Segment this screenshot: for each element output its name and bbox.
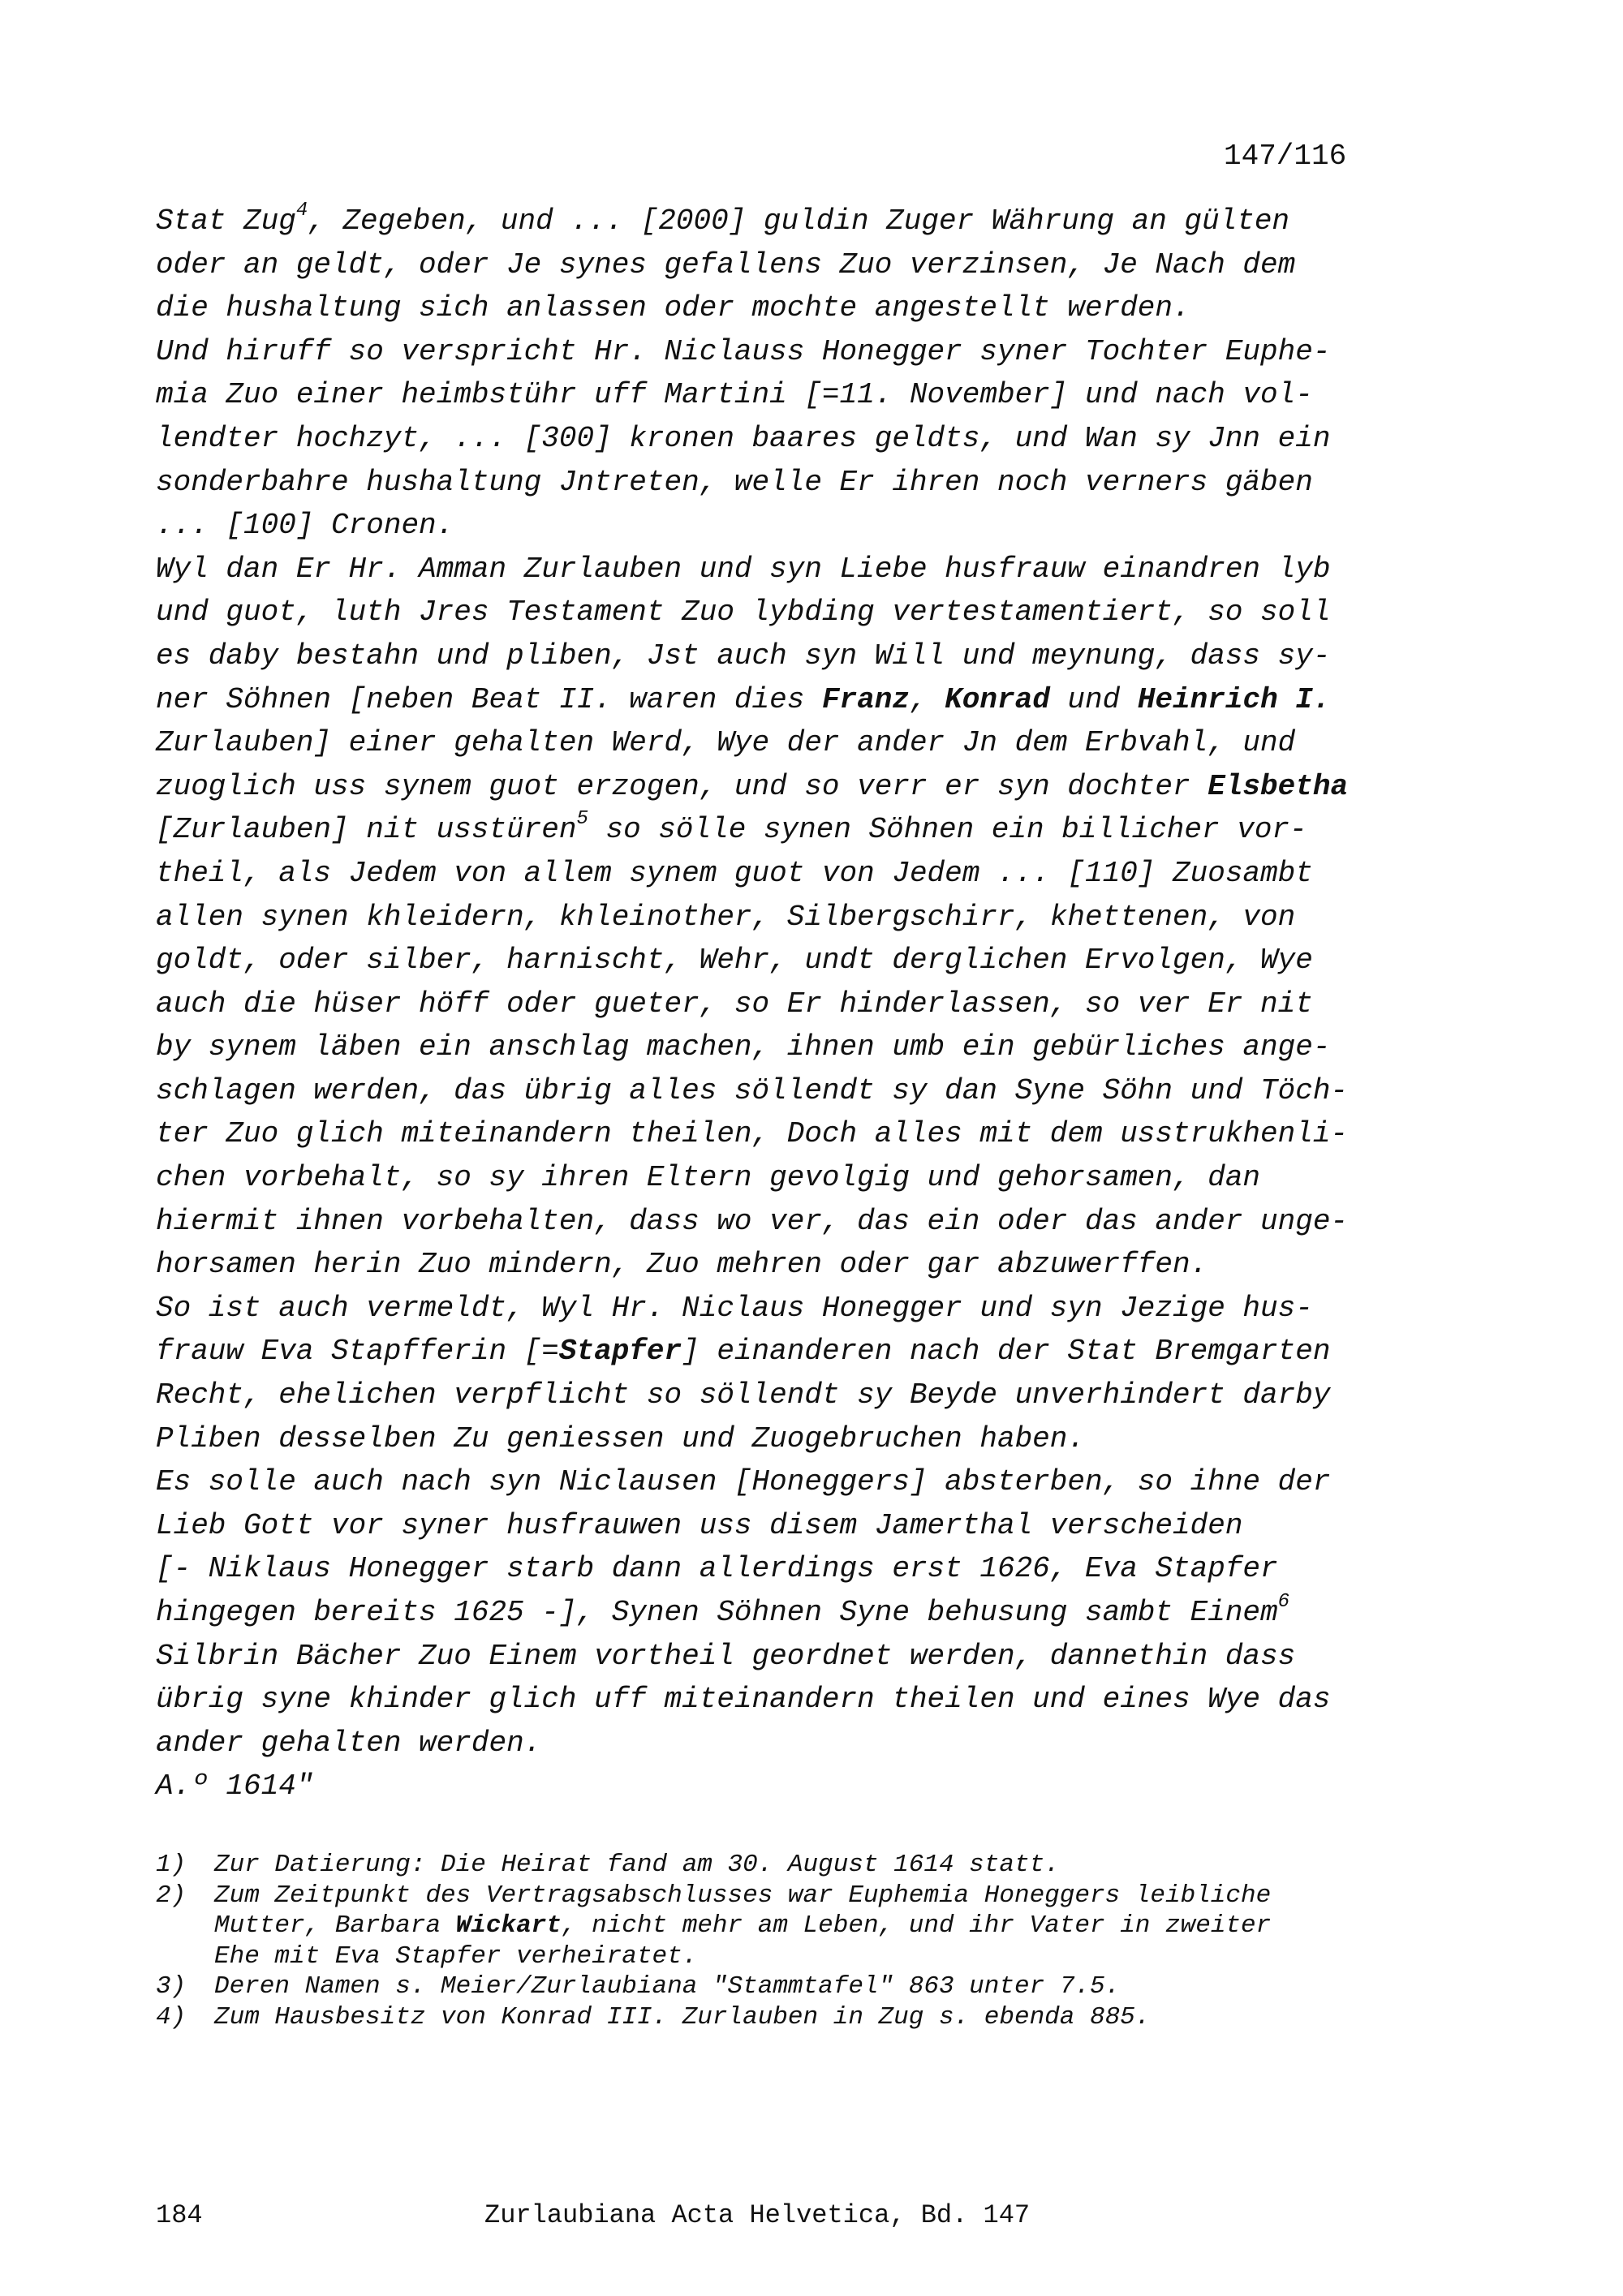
- text-run: lendter hochzyt, ... [300] kronen baares geldts, und Wan sy Jnn ein: [156, 421, 1331, 455]
- text-run: , nicht mehr am Leben, und ihr Vater in zweiter: [561, 1911, 1272, 1940]
- text-run: Deren Namen s. Meier/Zurlaubiana "Stammtafel" 863 unter 7.5.: [214, 1972, 1121, 2001]
- text-line: [156, 373, 1422, 417]
- text-line: [156, 1112, 1422, 1156]
- text-run: , Zegeben, und ... [2000] guldin Zuger Währung an gülten: [308, 204, 1290, 238]
- text-run: Recht, ehelichen verpflicht so söllendt sy Beyde unverhindert darby: [156, 1378, 1331, 1412]
- footnote: [156, 1971, 1454, 2002]
- text-run: oder an geldt, oder Je synes gefallens Zuo verzinsen, Je Nach dem: [156, 247, 1296, 282]
- text-line: [156, 896, 1422, 939]
- text-line: [156, 200, 1422, 243]
- text-run: und guot, luth Jres Testament Zuo lybding vertestamentiert, so soll: [156, 595, 1331, 630]
- page-number: 147/116: [1224, 140, 1347, 173]
- footer-page-number: 184: [156, 2200, 203, 2230]
- text-line: [156, 1635, 1422, 1679]
- text-run: ... [100] Cronen.: [156, 509, 454, 543]
- text-line: [156, 1547, 1422, 1591]
- text-run: Ehe mit Eva Stapfer verheiratet.: [214, 1941, 698, 1971]
- footnote: [156, 1881, 1454, 1972]
- footnote-number: 3): [156, 1972, 187, 2001]
- text-line: [156, 1330, 1422, 1374]
- text-run: ander gehalten werden.: [156, 1726, 542, 1760]
- footnote-number: 4): [156, 2002, 187, 2032]
- text-run: und: [1049, 682, 1138, 716]
- text-line: [156, 678, 1422, 722]
- footnote-text: [214, 1881, 1454, 1972]
- text-line: [156, 417, 1422, 461]
- text-line: [156, 1243, 1422, 1287]
- text-line: [156, 504, 1422, 548]
- text-run: Wyl dan Er Hr. Amman Zurlauben und syn Liebe husfrauw einandren lyb: [156, 552, 1331, 586]
- text-line: [156, 461, 1422, 505]
- document-body: [156, 200, 1422, 1808]
- footnote-number: 2): [156, 1881, 187, 1910]
- text-run: Lieb Gott vor syner husfrauwen uss disem Jamerthal verscheiden: [156, 1508, 1243, 1542]
- text-line: [156, 1678, 1422, 1722]
- text-line: [156, 548, 1422, 591]
- text-run: Zum Hausbesitz von Konrad III. Zurlauben in Zug s. ebenda 885.: [214, 2002, 1151, 2032]
- text-line: [214, 1881, 1454, 1911]
- text-run: so sölle synen Söhnen ein billicher vor-: [588, 813, 1307, 847]
- text-run: theil, als Jedem von allem synem guot von Jedem ... [110] Zuosambt: [156, 856, 1313, 890]
- text-run: ,: [909, 682, 945, 716]
- text-line: [156, 1025, 1422, 1069]
- text-line: [156, 808, 1422, 852]
- text-run: ner Söhnen [neben Beat II. waren dies: [156, 682, 822, 716]
- text-line: [214, 1971, 1454, 2002]
- footnote-text: [214, 1971, 1454, 2002]
- bold-name: Konrad: [945, 682, 1050, 716]
- footnote-ref: 5: [576, 808, 588, 831]
- text-run: frauw Eva Stapfferin [=: [156, 1335, 559, 1369]
- bold-name: Franz: [821, 682, 910, 716]
- footnote-text: [214, 2002, 1454, 2033]
- text-run: Und hiruff so verspricht Hr. Niclauss Honegger syner Tochter Euphe-: [156, 334, 1331, 368]
- bold-name: Stapfer: [558, 1335, 682, 1369]
- text-line: [156, 721, 1422, 765]
- text-line: [156, 1200, 1422, 1244]
- text-run: by synem läben ein anschlag machen, ihnen umb ein gebürliches ange-: [156, 1030, 1331, 1064]
- text-run: horsamen herin Zuo mindern, Zuo mehren oder gar abzuwerffen.: [156, 1248, 1208, 1282]
- text-run: So ist auch vermeldt, Wyl Hr. Niclaus Honegger und syn Jezige hus-: [156, 1291, 1313, 1325]
- bold-name: Elsbetha: [1208, 769, 1349, 803]
- text-run: es daby bestahn und pliben, Jst auch syn Will und meynung, dass sy-: [156, 638, 1331, 673]
- text-run: auch die hüser höff oder gueter, so Er hinderlassen, so ver Er nit: [156, 987, 1313, 1021]
- text-run: zuoglich uss synem guot erzogen, und so verr er syn dochter: [156, 769, 1208, 803]
- text-run: hingegen bereits 1625 -], Synen Söhnen Syne behusung sambt Einem: [156, 1596, 1278, 1629]
- text-run: Zur Datierung: Die Heirat fand am 30. August 1614 statt.: [214, 1851, 1060, 1879]
- text-run: Silbrin Bächer Zuo Einem vortheil geordnet werden, dannethin dass: [156, 1639, 1296, 1673]
- text-line: [156, 1156, 1422, 1200]
- text-run: ] einanderen nach der Stat Bremgarten: [682, 1335, 1331, 1369]
- text-line: [214, 1850, 1454, 1881]
- text-run: allen synen khleidern, khleinother, Silbergschirr, khettenen, von: [156, 900, 1296, 934]
- footnotes: [156, 1850, 1454, 2032]
- footnote: [156, 2002, 1454, 2033]
- text-run: mia Zuo einer heimbstühr uff Martini [=11. November] und nach vol-: [156, 378, 1313, 412]
- text-run: Zurlauben] einer gehalten Werd, Wye der ander Jn dem Erbvahl, und: [156, 726, 1296, 760]
- text-line: [214, 1911, 1454, 1941]
- text-line: [214, 1941, 1454, 1972]
- bold-name: Wickart: [455, 1911, 562, 1940]
- text-line: [156, 591, 1422, 634]
- text-line: [156, 330, 1422, 374]
- text-line: [214, 2002, 1454, 2033]
- text-line: [156, 1765, 1422, 1808]
- text-run: Pliben desselben Zu geniessen und Zuogebruchen haben.: [156, 1421, 1085, 1455]
- text-run: chen vorbehalt, so sy ihren Eltern gevolgig und gehorsamen, dan: [156, 1161, 1261, 1195]
- text-run: Zum Zeitpunkt des Vertragsabschlusses war Euphemia Honeggers leibliche: [214, 1881, 1272, 1910]
- footnote-text: [214, 1850, 1454, 1881]
- text-run: hiermit ihnen vorbehalten, dass wo ver, das ein oder das ander unge-: [156, 1204, 1349, 1238]
- text-run: übrig syne khinder glich uff miteinandern theilen und eines Wye das: [156, 1683, 1331, 1717]
- text-run: [Zurlauben] nit usstüren: [156, 813, 577, 847]
- footer-publication-title: Zurlaubiana Acta Helvetica, Bd. 147: [484, 2200, 1031, 2230]
- text-run: Mutter, Barbara: [214, 1911, 456, 1940]
- text-line: [156, 1287, 1422, 1331]
- text-line: [156, 1504, 1422, 1548]
- text-run: die hushaltung sich anlassen oder mochte angestellt werden.: [156, 291, 1190, 325]
- text-run: A.º 1614": [156, 1769, 314, 1804]
- text-line: [156, 1417, 1422, 1461]
- text-line: [156, 1722, 1422, 1765]
- text-run: schlagen werden, das übrig alles söllendt sy dan Syne Söhn und Töch-: [156, 1073, 1349, 1107]
- text-line: [156, 852, 1422, 896]
- text-line: [156, 982, 1422, 1026]
- bold-name: Heinrich I.: [1137, 682, 1331, 716]
- text-run: [- Niklaus Honegger starb dann allerdings erst 1626, Eva Stapfer: [156, 1552, 1278, 1586]
- footnote-ref: 4: [295, 200, 308, 221]
- text-run: sonderbahre hushaltung Jntreten, welle Er ihren noch verners gäben: [156, 465, 1313, 499]
- text-line: [156, 1374, 1422, 1417]
- text-run: ter Zuo glich miteinandern theilen, Doch alles mit dem usstrukhenli-: [156, 1117, 1349, 1151]
- text-line: [156, 1591, 1422, 1635]
- footnote-number: 1): [156, 1851, 187, 1879]
- text-line: [156, 1069, 1422, 1113]
- text-line: [156, 634, 1422, 678]
- text-line: [156, 939, 1422, 982]
- text-line: [156, 286, 1422, 330]
- text-run: goldt, oder silber, harnischt, Wehr, undt derglichen Ervolgen, Wye: [156, 944, 1313, 978]
- text-line: [156, 243, 1422, 287]
- footnote-ref: 6: [1277, 1591, 1290, 1613]
- text-line: [156, 765, 1422, 809]
- text-run: Stat Zug: [156, 204, 296, 238]
- text-line: [156, 1460, 1422, 1504]
- text-run: Es solle auch nach syn Niclausen [Honeggers] absterben, so ihne der: [156, 1465, 1331, 1499]
- footnote: [156, 1850, 1454, 1881]
